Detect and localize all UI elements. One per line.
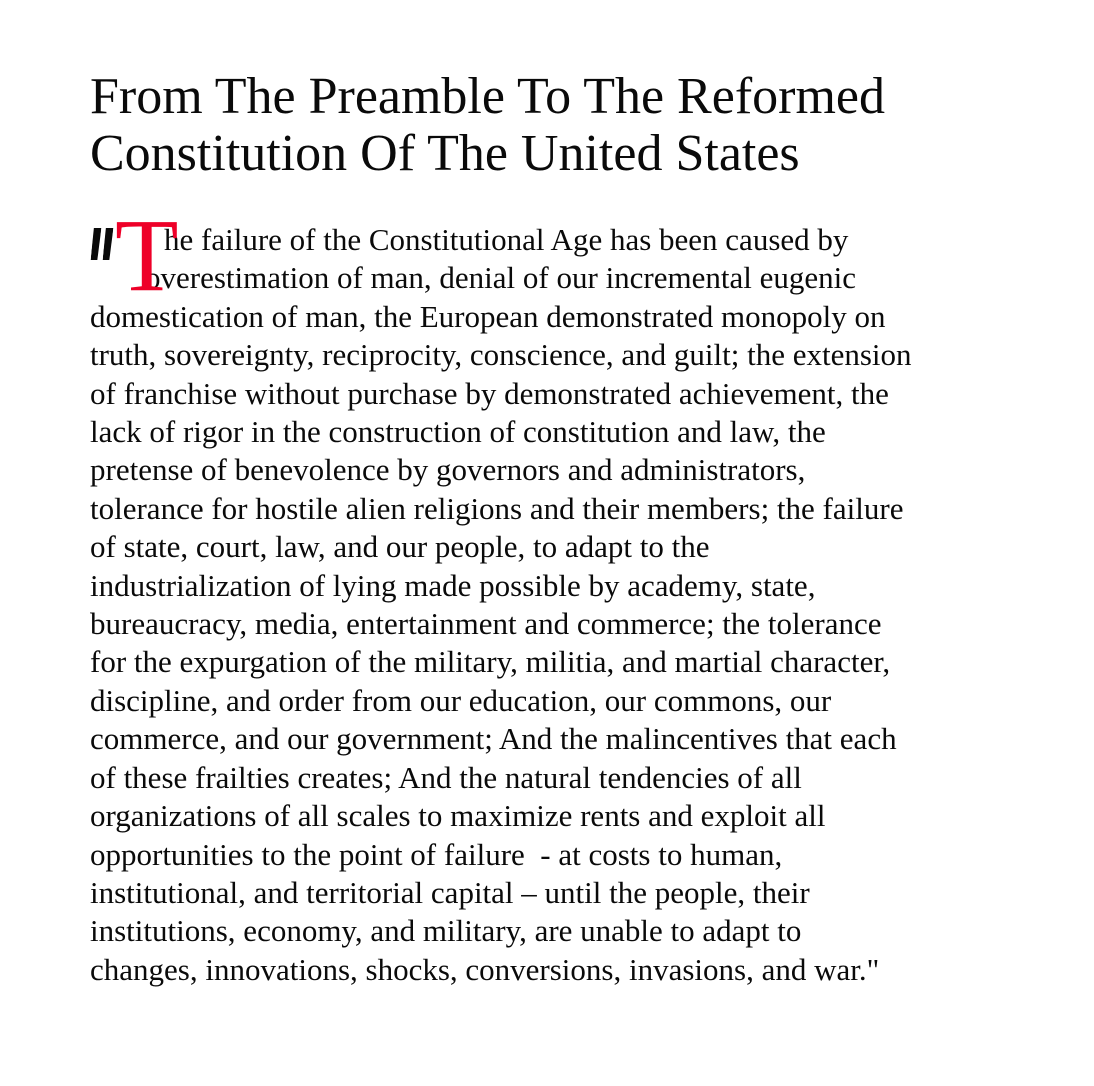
quote-line: of state, court, law, and our people, to adapt to the — [90, 529, 710, 565]
quote-line: of these frailties creates; And the natural tendencies of all — [90, 759, 802, 795]
title-line-2: Constitution Of The United States — [90, 125, 800, 182]
quote-line: lack of rigor in the construction of constitution and law, the — [90, 414, 826, 450]
quote-line: opportunities to the point of failure - at costs to human, — [90, 836, 783, 872]
quote-tick-icon — [103, 228, 114, 260]
quote-tick-icon — [91, 228, 102, 260]
quote-line: pretense of benevolence by governors and administrators, — [90, 452, 806, 488]
quote-line: overestimation of man, denial of our incremental eugenic — [145, 260, 857, 296]
quote-line: commerce, and our government; And the malincentives that each — [90, 721, 897, 757]
page-title — [90, 68, 885, 182]
quote-line: tolerance for hostile alien religions and their members; the failure — [90, 490, 904, 526]
opening-quote-mark — [90, 228, 115, 261]
quote-line: of franchise without purchase by demonstrated achievement, the — [90, 375, 889, 411]
quote-line: domestication of man, the European demonstrated monopoly on — [90, 298, 886, 334]
quote-line: bureaucracy, media, entertainment and commerce; the tolerance — [90, 606, 882, 642]
quote-line: institutional, and territorial capital – until the people, their — [90, 874, 810, 910]
quote-line: institutions, economy, and military, are unable to adapt to — [90, 913, 802, 949]
quote-line: truth, sovereignty, reciprocity, conscience, and guilt; the extension — [90, 337, 912, 373]
opening-quote-char — [90, 228, 91, 229]
quote-line: organizations of all scales to maximize rents and exploit all — [90, 798, 826, 834]
preamble-quote — [90, 198, 1030, 989]
drop-cap-letter: T — [115, 198, 179, 313]
quote-line: industrialization of lying made possible by academy, state, — [90, 567, 816, 603]
quote-line: he failure of the Constitutional Age has been caused by — [164, 222, 849, 257]
title-line-1: From The Preamble To The Reformed — [90, 68, 885, 125]
quote-line: for the expurgation of the military, militia, and martial character, — [90, 644, 891, 680]
quote-line: discipline, and order from our education, our commons, our — [90, 682, 832, 718]
quote-line: changes, innovations, shocks, conversions, invasions, and war." — [90, 951, 880, 987]
